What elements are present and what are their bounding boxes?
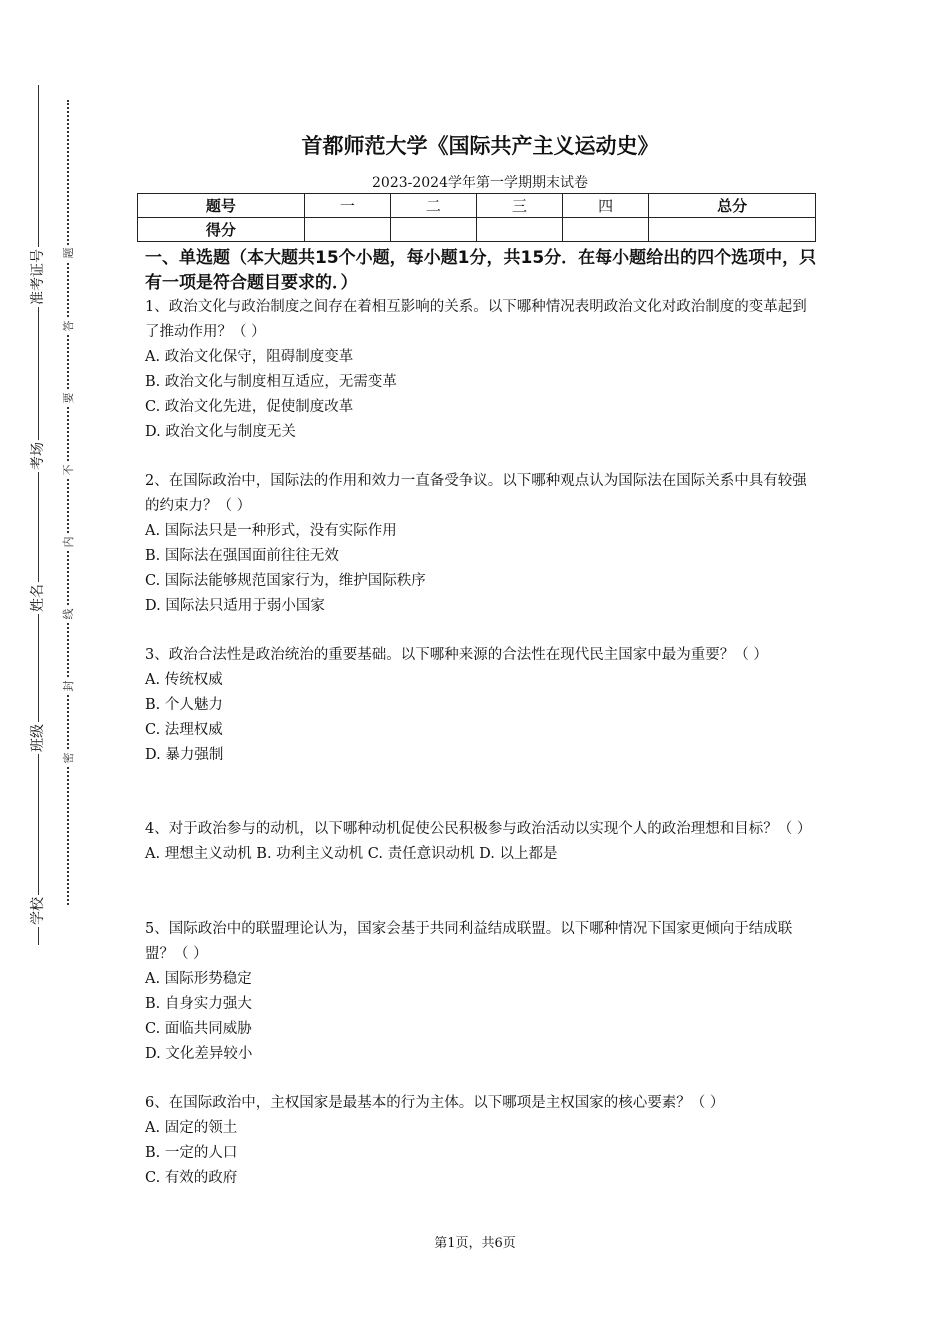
score-header-cell: 四 — [563, 194, 649, 218]
section-heading: 一、单选题（本大题共15个小题，每小题1分，共15分．在每小题给出的四个选项中，只有一项是符合题目要求的．） — [145, 248, 817, 293]
score-table-score-row — [138, 218, 816, 242]
binding-label-school: 学校 — [30, 897, 46, 925]
score-cell[interactable] — [563, 218, 649, 242]
question-option[interactable]: C. 面临共同威胁 — [145, 1021, 252, 1037]
question-option[interactable]: B. 个人魅力 — [145, 697, 223, 713]
question-stem: 5、国际政治中的联盟理论认为，国家会基于共同利益结成联盟。以下哪种情况下国家更倾向于结成联盟？（ ） — [145, 921, 793, 962]
binding-label-exam-room: 考场 — [30, 442, 46, 470]
binding-dotted-line — [67, 100, 69, 905]
question-stem: 4、对于政治参与的动机，以下哪种动机促使公民积极参与政治活动以实现个人的政治理想和目标？（ ） — [145, 821, 812, 837]
question-option[interactable]: B. 自身实力强大 — [145, 996, 252, 1012]
binding-label-class: 班级 — [30, 724, 46, 752]
score-table — [137, 193, 816, 242]
question-stem: 2、在国际政治中，国际法的作用和效力一直备受争议。以下哪种观点认为国际法在国际关系中具有较强的约束力？（ ） — [145, 473, 807, 514]
score-header-cell: 总分 — [649, 194, 816, 218]
binding-strip — [0, 0, 80, 1344]
question — [145, 817, 820, 867]
score-header-cell: 二 — [390, 194, 476, 218]
score-cell[interactable] — [390, 218, 476, 242]
question-stem: 6、在国际政治中，主权国家是最基本的行为主体。以下哪项是主权国家的核心要素？（ ） — [145, 1095, 725, 1111]
score-cell[interactable] — [476, 218, 562, 242]
seal-char: 线 — [60, 606, 76, 622]
question-option[interactable]: D. 国际法只适用于弱小国家 — [145, 598, 325, 614]
question — [145, 1091, 820, 1191]
seal-char: 要 — [60, 390, 76, 406]
score-header-cell: 题号 — [138, 194, 305, 218]
seal-char: 题 — [60, 245, 76, 261]
question-option[interactable]: D. 文化差异较小 — [145, 1046, 253, 1062]
binding-label-exam-number: 准考证号 — [30, 249, 46, 305]
score-header-cell: 三 — [476, 194, 562, 218]
seal-char: 答 — [60, 318, 76, 334]
question-option[interactable]: B. 政治文化与制度相互适应，无需变革 — [145, 374, 397, 390]
question-option[interactable]: D. 暴力强制 — [145, 747, 224, 763]
question-option[interactable]: B. 国际法在强国面前往往无效 — [145, 548, 339, 564]
seal-char: 不 — [60, 462, 76, 478]
question-option[interactable]: B. 一定的人口 — [145, 1145, 238, 1161]
score-row-label: 得分 — [138, 218, 305, 242]
question-option[interactable]: C. 政治文化先进，促使制度改革 — [145, 399, 354, 415]
question — [145, 469, 820, 619]
question-option[interactable]: A. 固定的领土 — [145, 1120, 238, 1136]
question-option[interactable]: D. 政治文化与制度无关 — [145, 424, 296, 440]
seal-char: 封 — [60, 678, 76, 694]
question-option[interactable]: A. 传统权威 — [145, 672, 223, 688]
score-header-cell: 一 — [304, 194, 390, 218]
question — [145, 643, 820, 768]
score-table-header-row — [138, 194, 816, 218]
binding-solid-line — [38, 85, 39, 945]
question — [145, 295, 820, 445]
question-stem: 1、政治文化与政治制度之间存在着相互影响的关系。以下哪种情况表明政治文化对政治制度的变革起到了推动作用？（ ） — [145, 299, 807, 340]
question — [145, 917, 820, 1067]
score-cell[interactable] — [649, 218, 816, 242]
seal-char: 密 — [60, 750, 76, 766]
score-cell[interactable] — [304, 218, 390, 242]
exam-title: 首都师范大学《国际共产主义运动史》 — [301, 134, 659, 158]
question-option[interactable]: A. 国际法只是一种形式，没有实际作用 — [145, 523, 397, 539]
question-option[interactable]: A. 政治文化保守，阻碍制度变革 — [145, 349, 354, 365]
binding-label-name: 姓名 — [30, 584, 46, 612]
question-stem: 3、政治合法性是政治统治的重要基础。以下哪种来源的合法性在现代民主国家中最为重要？（ ） — [145, 647, 768, 663]
question-option[interactable]: A. 理想主义动机 B. 功利主义动机 C. 责任意识动机 D. 以上都是 — [145, 846, 558, 862]
seal-char: 内 — [60, 534, 76, 550]
question-option[interactable]: A. 国际形势稳定 — [145, 971, 252, 987]
question-option[interactable]: C. 国际法能够规范国家行为，维护国际秩序 — [145, 573, 426, 589]
exam-subtitle: 2023-2024学年第一学期期末试卷 — [372, 175, 588, 191]
question-option[interactable]: C. 法理权威 — [145, 722, 223, 738]
page-footer: 第1页，共6页 — [434, 1236, 516, 1251]
question-option[interactable]: C. 有效的政府 — [145, 1170, 238, 1186]
